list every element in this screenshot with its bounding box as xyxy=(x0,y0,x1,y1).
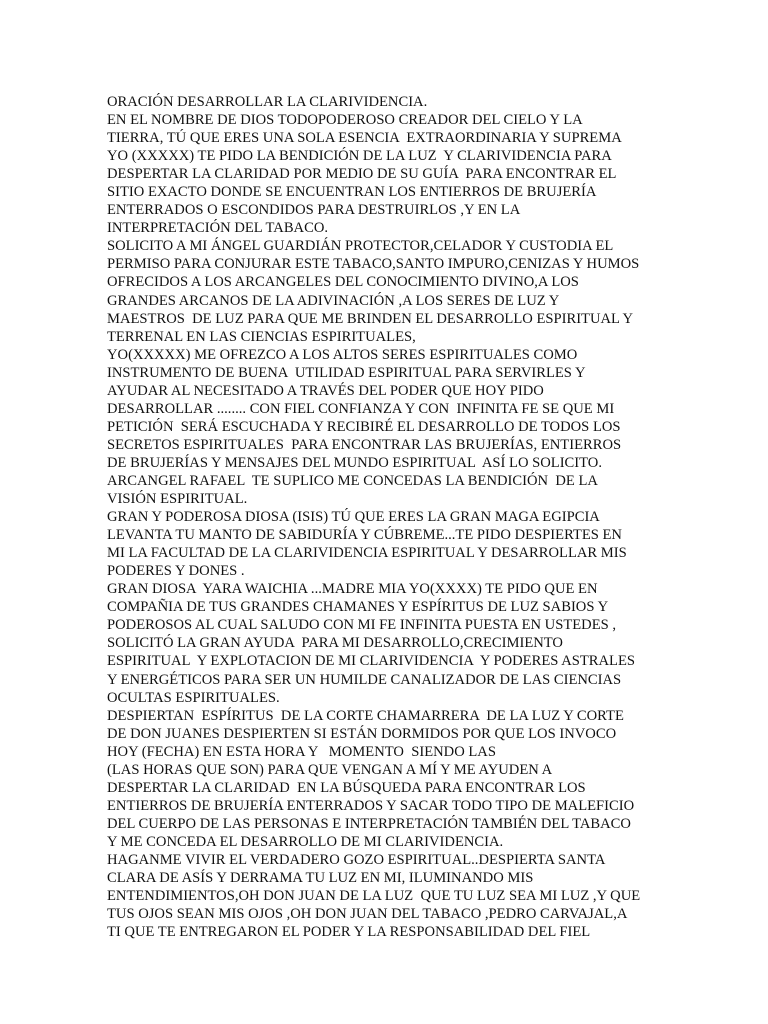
text-line: COMPAÑIA DE TUS GRANDES CHAMANES Y ESPÍRITUS DE LUZ SABIOS Y xyxy=(107,599,609,616)
text-line: CLARA DE ASÍS Y DERRAMA TU LUZ EN MI, ILUMINANDO MIS xyxy=(107,870,534,887)
text-line: PODERES Y DONES . xyxy=(107,563,245,580)
text-line: SITIO EXACTO DONDE SE ENCUENTRAN LOS ENTIERROS DE BRUJERÍA xyxy=(107,184,597,201)
text-line: GRAN DIOSA YARA WAICHIA ...MADRE MIA YO(XXXX) TE PIDO QUE EN xyxy=(107,581,598,598)
text-line: MI LA FACULTAD DE LA CLARIVIDENCIA ESPIRITUAL Y DESARROLLAR MIS xyxy=(107,545,627,562)
text-line: SECRETOS ESPIRITUALES PARA ENCONTRAR LAS BRUJERÍAS, ENTIERROS xyxy=(107,436,622,453)
text-line: AYUDAR AL NECESITADO A TRAVÉS DEL PODER QUE HOY PIDO xyxy=(107,382,544,399)
text-line: ARCANGEL RAFAEL TE SUPLICO ME CONCEDAS LA BENDICIÓN DE LA xyxy=(107,472,598,489)
text-line: GRAN Y PODEROSA DIOSA (ISIS) TÚ QUE ERES LA GRAN MAGA EGIPCIA xyxy=(107,509,600,526)
text-line: DEL CUERPO DE LAS PERSONAS E INTERPRETACIÓN TAMBIÉN DEL TABACO xyxy=(107,815,631,832)
text-line: ENTENDIMIENTOS,OH DON JUAN DE LA LUZ QUE TU LUZ SEA MI LUZ ,Y QUE xyxy=(107,888,641,905)
text-line: ESPIRITUAL Y EXPLOTACION DE MI CLARIVIDENCIA Y PODERES ASTRALES xyxy=(107,653,635,670)
text-line: DESPERTAR LA CLARIDAD POR MEDIO DE SU GUÍA PARA ENCONTRAR EL xyxy=(107,166,617,183)
text-line: SOLICITÓ LA GRAN AYUDA PARA MI DESARROLLO,CRECIMIENTO xyxy=(107,635,563,652)
text-line: PODEROSOS AL CUAL SALUDO CON MI FE INFINITA PUESTA EN USTEDES , xyxy=(107,617,617,634)
text-line: ENTIERROS DE BRUJERÍA ENTERRADOS Y SACAR TODO TIPO DE MALEFICIO xyxy=(107,797,635,814)
text-line: ORACIÓN DESARROLLAR LA CLARIVIDENCIA. xyxy=(107,94,428,110)
text-line: OCULTAS ESPIRITUALES. xyxy=(107,689,280,706)
text-line: YO(XXXXX) ME OFREZCO A LOS ALTOS SERES ESPIRITUALES COMO xyxy=(107,346,578,363)
document-text xyxy=(107,93,667,941)
text-line: Y ENERGÉTICOS PARA SER UN HUMILDE CANALIZADOR DE LAS CIENCIAS xyxy=(107,671,622,688)
text-line: ENTERRADOS O ESCONDIDOS PARA DESTRUIRLOS ,Y EN LA xyxy=(107,202,521,219)
text-line: PERMISO PARA CONJURAR ESTE TABACO,SANTO IMPURO,CENIZAS Y HUMOS xyxy=(107,256,640,273)
text-line: PETICIÓN SERÁ ESCUCHADA Y RECIBIRÉ EL DESARROLLO DE TODOS LOS xyxy=(107,418,621,435)
text-line: OFRECIDOS A LOS ARCANGELES DEL CONOCIMIENTO DIVINO,A LOS xyxy=(107,274,579,291)
text-line: DE BRUJERÍAS Y MENSAJES DEL MUNDO ESPIRITUAL ASÍ LO SOLICITO. xyxy=(107,454,602,471)
text-line: GRANDES ARCANOS DE LA ADIVINACIÓN ,A LOS SERES DE LUZ Y xyxy=(107,292,560,309)
text-line: YO (XXXXX) TE PIDO LA BENDICIÓN DE LA LUZ Y CLARIVIDENCIA PARA xyxy=(107,148,612,165)
text-line: DE DON JUANES DESPIERTEN SI ESTÁN DORMIDOS POR QUE LOS INVOCO xyxy=(107,725,617,742)
text-line: INSTRUMENTO DE BUENA UTILIDAD ESPIRITUAL PARA SERVIRLES Y xyxy=(107,364,586,381)
text-line: (LAS HORAS QUE SON) PARA QUE VENGAN A MÍ Y ME AYUDEN A xyxy=(107,761,553,778)
text-line: DESPIERTAN ESPÍRITUS DE LA CORTE CHAMARRERA DE LA LUZ Y CORTE xyxy=(107,707,624,724)
text-line: DESARROLLAR ........ CON FIEL CONFIANZA Y CON INFINITA FE SE QUE MI xyxy=(107,400,615,417)
text-line: TERRENAL EN LAS CIENCIAS ESPIRITUALES, xyxy=(107,328,416,345)
text-line: HAGANME VIVIR EL VERDADERO GOZO ESPIRITUAL..DESPIERTA SANTA xyxy=(107,851,606,868)
text-line: INTERPRETACIÓN DEL TABACO. xyxy=(107,220,329,237)
text-line: Y ME CONCEDA EL DESARROLLO DE MI CLARIVIDENCIA. xyxy=(107,833,504,850)
text-line: TIERRA, TÚ QUE ERES UNA SOLA ESENCIA EXTRAORDINARIA Y SUPREMA xyxy=(107,130,622,147)
text-line: EN EL NOMBRE DE DIOS TODOPODEROSO CREADOR DEL CIELO Y LA xyxy=(107,112,583,129)
text-line: TUS OJOS SEAN MIS OJOS ,OH DON JUAN DEL TABACO ,PEDRO CARVAJAL,A xyxy=(107,906,628,923)
text-line: SOLICITO A MI ÁNGEL GUARDIÁN PROTECTOR,CELADOR Y CUSTODIA EL xyxy=(107,238,614,255)
text-line: HOY (FECHA) EN ESTA HORA Y MOMENTO SIENDO LAS xyxy=(107,743,496,760)
text-line: VISIÓN ESPIRITUAL. xyxy=(107,491,248,508)
text-line: LEVANTA TU MANTO DE SABIDURÍA Y CÚBREME...TE PIDO DESPIERTES EN xyxy=(107,527,622,544)
text-line: DESPERTAR LA CLARIDAD EN LA BÚSQUEDA PARA ENCONTRAR LOS xyxy=(107,779,586,796)
text-line: MAESTROS DE LUZ PARA QUE ME BRINDEN EL DESARROLLO ESPIRITUAL Y xyxy=(107,310,634,327)
text-line: TI QUE TE ENTREGARON EL PODER Y LA RESPONSABILIDAD DEL FIEL xyxy=(107,924,591,941)
